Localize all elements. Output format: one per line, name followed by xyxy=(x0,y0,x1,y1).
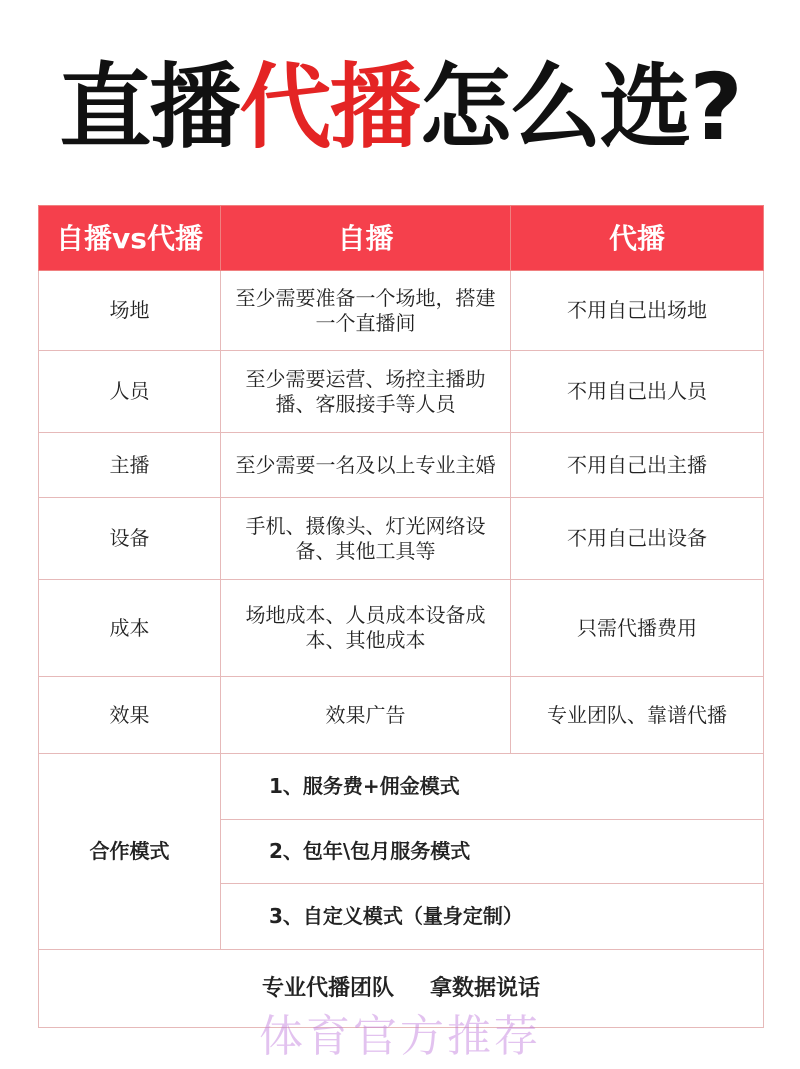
table-row xyxy=(39,498,764,580)
table-row xyxy=(39,677,764,754)
header-compare: 自播vs代播 xyxy=(39,206,221,271)
table-row xyxy=(39,351,764,433)
row-agent-value: 不用自己出主播 xyxy=(511,433,764,498)
title-part-1: 直播 xyxy=(59,54,240,161)
row-label: 设备 xyxy=(39,498,221,580)
row-self-value: 效果广告 xyxy=(221,677,511,754)
table-row xyxy=(39,271,764,351)
row-label: 主播 xyxy=(39,433,221,498)
row-self-value: 至少需要一名及以上专业主婚 xyxy=(221,433,511,498)
footer-slogan-left: 专业代播团队 xyxy=(261,976,394,1001)
row-agent-value: 专业团队、靠谱代播 xyxy=(511,677,764,754)
cooperation-mode-3: 3、自定义模式（量身定制） xyxy=(221,884,764,950)
row-agent-value: 不用自己出人员 xyxy=(511,351,764,433)
header-agent: 代播 xyxy=(511,206,764,271)
row-self-value: 至少需要运营、场控主播助播、客服接手等人员 xyxy=(221,351,511,433)
row-agent-value: 不用自己出场地 xyxy=(511,271,764,351)
comparison-table xyxy=(38,205,764,1028)
title-part-2: 代播 xyxy=(239,54,420,161)
row-self-value: 至少需要准备一个场地，搭建一个直播间 xyxy=(221,271,511,351)
title-part-3: 怎么选? xyxy=(419,54,741,161)
footer-slogan-right: 拿数据说话 xyxy=(430,976,541,1001)
row-self-value: 场地成本、人员成本设备成本、其他成本 xyxy=(221,580,511,677)
page-title xyxy=(0,48,800,168)
row-label: 场地 xyxy=(39,271,221,351)
row-label: 效果 xyxy=(39,677,221,754)
row-label: 人员 xyxy=(39,351,221,433)
row-agent-value: 只需代播费用 xyxy=(511,580,764,677)
cooperation-mode-2: 2、包年\包月服务模式 xyxy=(221,820,764,884)
cooperation-row xyxy=(39,754,764,820)
table-row xyxy=(39,580,764,677)
table-header-row xyxy=(39,206,764,271)
cooperation-mode-1: 1、服务费+佣金模式 xyxy=(221,754,764,820)
header-self: 自播 xyxy=(221,206,511,271)
table-row xyxy=(39,433,764,498)
cooperation-label: 合作模式 xyxy=(39,754,221,950)
watermark: 体育官方推荐 xyxy=(259,1011,541,1062)
row-agent-value: 不用自己出设备 xyxy=(511,498,764,580)
row-label: 成本 xyxy=(39,580,221,677)
row-self-value: 手机、摄像头、灯光网络设备、其他工具等 xyxy=(221,498,511,580)
